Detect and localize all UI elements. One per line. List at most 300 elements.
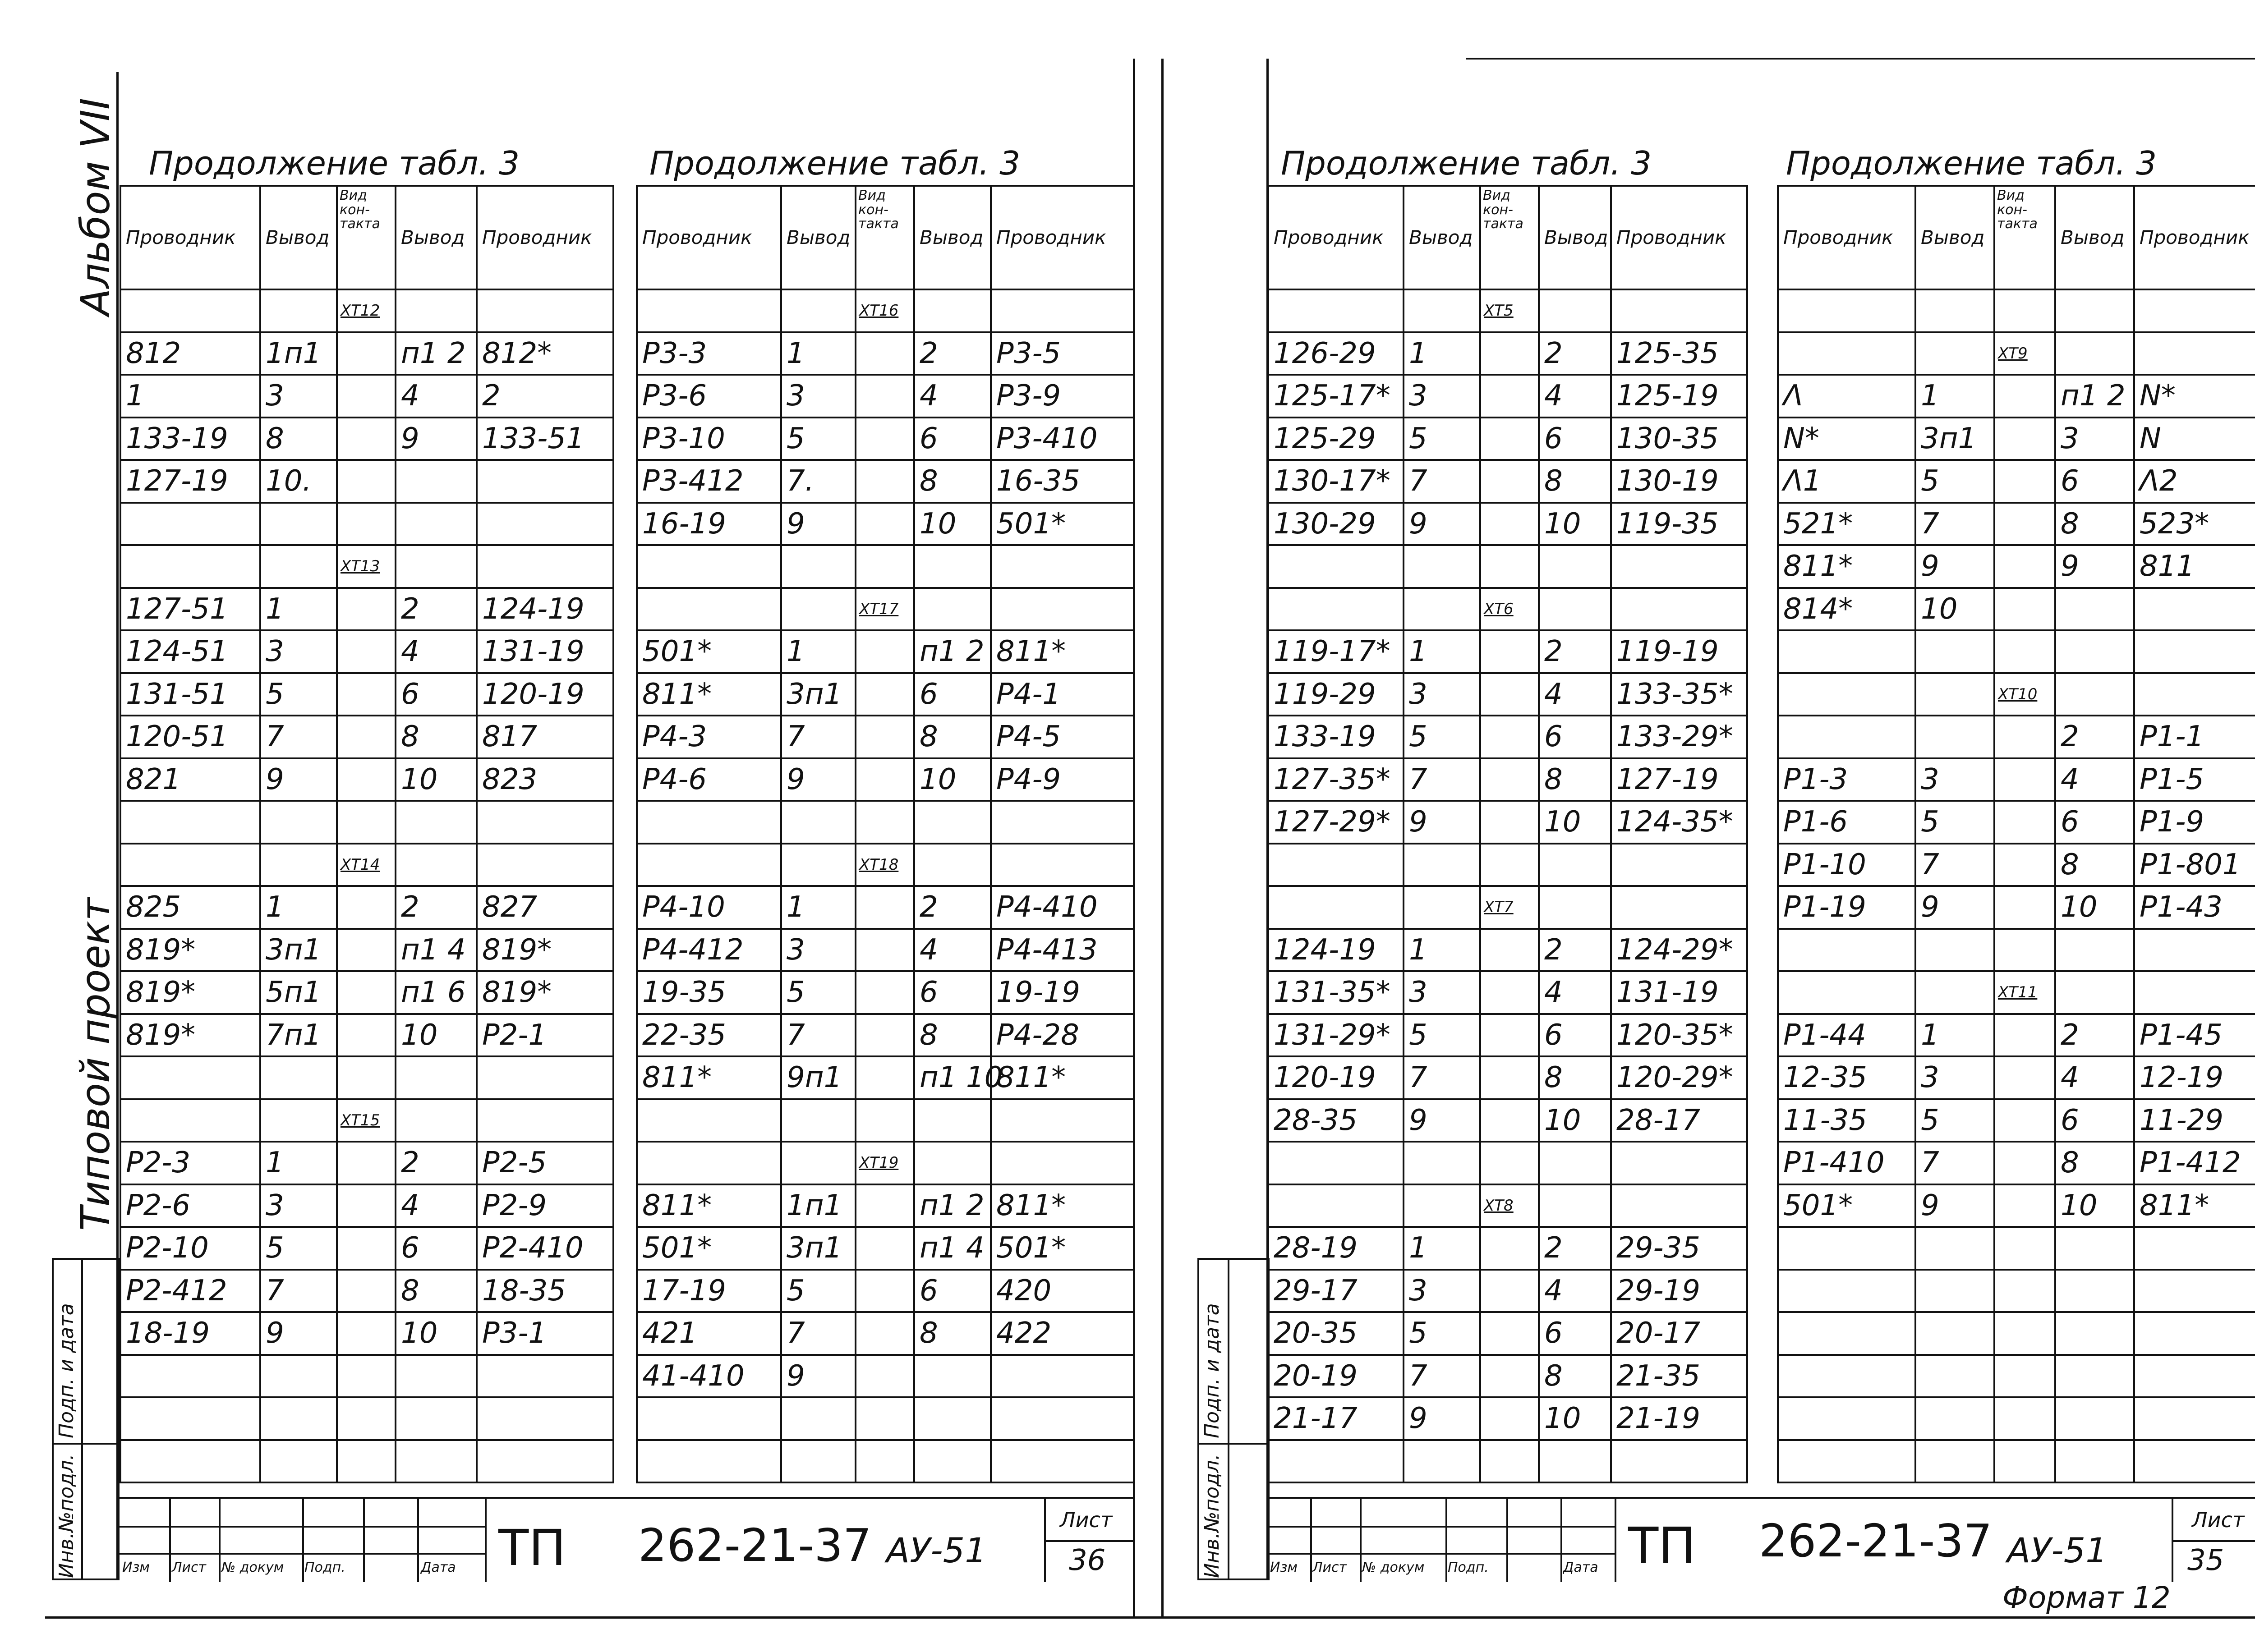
table-cell: Р4-28	[991, 1014, 1134, 1057]
table-cell: 9	[1404, 1397, 1480, 1440]
table-cell	[1268, 844, 1404, 886]
table-row	[1268, 418, 1747, 460]
table-row	[1268, 1099, 1747, 1142]
table-cell	[477, 1440, 613, 1483]
connector-cell	[856, 1270, 914, 1312]
connector-cell	[337, 929, 396, 972]
connector-cell: XT13	[337, 545, 396, 588]
table-cell	[2055, 971, 2134, 1014]
connector-cell	[337, 1227, 396, 1270]
connector-cell	[337, 886, 396, 929]
table-row	[1778, 588, 2255, 631]
column-header: Вид кон-такта	[856, 186, 914, 289]
table-cell: 119-29	[1268, 673, 1404, 716]
stamp-left-list: Лист	[172, 1560, 207, 1575]
connector-cell	[856, 1227, 914, 1270]
table-cell: 2	[396, 886, 477, 929]
connector-cell	[1994, 844, 2055, 886]
table-row	[1778, 971, 2255, 1014]
table-cell	[1539, 545, 1611, 588]
table-cell: 6	[2055, 460, 2134, 503]
table-row	[120, 1270, 613, 1312]
table-cell: 21-17	[1268, 1397, 1404, 1440]
table-cell: 823	[477, 758, 613, 801]
table-cell: Р2-10	[120, 1227, 260, 1270]
connector-cell	[337, 673, 396, 716]
table-cell: 501*	[637, 630, 781, 673]
connector-cell	[1480, 1397, 1539, 1440]
column-header: Вывод	[914, 186, 991, 289]
table-cell: 11-35	[1778, 1099, 1915, 1142]
stamp-right-sign: Подп.	[1448, 1560, 1489, 1575]
table-row	[1778, 1440, 2255, 1483]
table-cell: 3п1	[781, 673, 856, 716]
table-cell: 1п1	[781, 1184, 856, 1227]
table-cell: 119-17*	[1268, 630, 1404, 673]
table-row	[1778, 418, 2255, 460]
connector-cell	[337, 460, 396, 503]
column-header: Вывод	[2055, 186, 2134, 289]
connector-cell	[1480, 1440, 1539, 1483]
table-row	[1778, 1142, 2255, 1184]
table-cell	[477, 1397, 613, 1440]
table-cell: 124-29*	[1611, 929, 1747, 972]
connector-cell	[1994, 758, 2055, 801]
table-cell: 2	[1539, 929, 1611, 972]
table-row	[1778, 673, 2255, 716]
table-cell: 4	[2055, 1056, 2134, 1099]
table-cell: Р1-801	[2134, 844, 2255, 886]
table-cell: Р2-3	[120, 1142, 260, 1184]
connection-table-2	[636, 185, 1135, 1483]
connector-cell	[856, 332, 914, 375]
table-row	[637, 289, 1134, 332]
table-cell	[477, 503, 613, 546]
table-row	[120, 844, 613, 886]
table-cell	[1539, 1142, 1611, 1184]
table-cell	[781, 545, 856, 588]
table-cell: 126-29	[1268, 332, 1404, 375]
table-cell	[914, 1099, 991, 1142]
table-cell: 811	[2134, 545, 2255, 588]
table-cell: 1	[260, 1142, 337, 1184]
connector-cell: XT11	[1994, 971, 2055, 1014]
table-cell	[991, 1440, 1134, 1483]
table-header-row	[1268, 186, 1747, 289]
table-cell: 1	[1915, 375, 1994, 418]
connector-cell	[1994, 1142, 2055, 1184]
table-cell: 812	[120, 332, 260, 375]
table-cell	[914, 588, 991, 631]
table-cell	[1915, 971, 1994, 1014]
table-cell: 819*	[477, 971, 613, 1014]
table-cell: 131-35*	[1268, 971, 1404, 1014]
table-cell: 3	[781, 375, 856, 418]
table-cell: п1 2	[914, 630, 991, 673]
table-cell	[260, 1099, 337, 1142]
connector-cell	[1480, 1056, 1539, 1099]
connector-cell	[1480, 332, 1539, 375]
table-cell: 28-35	[1268, 1099, 1404, 1142]
table-cell: 12-19	[2134, 1056, 2255, 1099]
connector-cell	[1994, 460, 2055, 503]
table-cell: Р4-5	[991, 716, 1134, 758]
table-cell: 125-35	[1611, 332, 1747, 375]
table-cell: 130-17*	[1268, 460, 1404, 503]
table-cell: 421	[637, 1312, 781, 1355]
table-cell	[2134, 929, 2255, 972]
table-cell: 7	[1915, 844, 1994, 886]
table-cell: 8	[1539, 460, 1611, 503]
table-cell	[1404, 1440, 1480, 1483]
table-cell	[1611, 1440, 1747, 1483]
table-cell: 827	[477, 886, 613, 929]
table-cell	[781, 1440, 856, 1483]
table-cell	[781, 588, 856, 631]
connector-cell	[856, 1397, 914, 1440]
table-cell: Р1-6	[1778, 801, 1915, 844]
table-cell: Р1-412	[2134, 1142, 2255, 1184]
table-cell	[1611, 1184, 1747, 1227]
connector-cell	[856, 1099, 914, 1142]
table-cell: 6	[1539, 716, 1611, 758]
connector-cell	[856, 886, 914, 929]
table-cell: 4	[396, 1184, 477, 1227]
table-cell: 814*	[1778, 588, 1915, 631]
connector-cell	[1480, 1270, 1539, 1312]
table-row	[637, 418, 1134, 460]
connector-cell	[1994, 929, 2055, 972]
connector-cell	[1994, 886, 2055, 929]
table-cell	[1778, 929, 1915, 972]
table-cell	[1915, 289, 1994, 332]
table-cell	[991, 801, 1134, 844]
connector-cell: XT6	[1480, 588, 1539, 631]
table-cell	[396, 545, 477, 588]
connector-cell: XT14	[337, 844, 396, 886]
connector-cell: XT5	[1480, 289, 1539, 332]
column-header: Проводник	[2134, 186, 2255, 289]
connector-cell	[1994, 1397, 2055, 1440]
table-cell: 6	[1539, 1312, 1611, 1355]
connector-cell	[337, 503, 396, 546]
table-cell	[120, 289, 260, 332]
left-sign-label: Подп. и дата	[55, 1303, 78, 1438]
table-row	[120, 758, 613, 801]
table-cell: 9	[260, 758, 337, 801]
table-cell: 9	[1915, 886, 1994, 929]
table-cell	[477, 1355, 613, 1398]
connector-cell	[1994, 503, 2055, 546]
table-row	[1778, 460, 2255, 503]
table-cell: 16-19	[637, 503, 781, 546]
table-row	[120, 801, 613, 844]
table-cell	[477, 545, 613, 588]
table-cell	[1778, 332, 1915, 375]
table-row	[637, 1184, 1134, 1227]
stamp-left-sheet-no: 36	[1069, 1544, 1106, 1577]
connector-cell: XT18	[856, 844, 914, 886]
table-row	[637, 460, 1134, 503]
table-cell: 8	[2055, 1142, 2134, 1184]
table-cell: 10.	[260, 460, 337, 503]
table-cell: 5	[781, 971, 856, 1014]
column-header: Вывод	[260, 186, 337, 289]
table-cell	[477, 460, 613, 503]
table-cell	[914, 801, 991, 844]
table-row	[1778, 332, 2255, 375]
table-row	[1268, 758, 1747, 801]
table-cell	[991, 1099, 1134, 1142]
table-cell: 3п1	[781, 1227, 856, 1270]
connector-cell	[856, 758, 914, 801]
table-row	[637, 673, 1134, 716]
table-cell	[2134, 971, 2255, 1014]
table-row	[1778, 503, 2255, 546]
table-row	[1268, 289, 1747, 332]
table-cell	[260, 1397, 337, 1440]
table-cell	[2055, 929, 2134, 972]
table-row	[1778, 801, 2255, 844]
title-block-left	[120, 1497, 1133, 1580]
table-cell: 10	[396, 1312, 477, 1355]
table-cell	[2055, 1270, 2134, 1312]
connector-cell	[1994, 1440, 2055, 1483]
table-cell: Λ1	[1778, 460, 1915, 503]
table-cell: 811*	[2134, 1184, 2255, 1227]
table-cell: 501*	[991, 503, 1134, 546]
table-row	[120, 1184, 613, 1227]
table-cell: 7	[1915, 1142, 1994, 1184]
table-cell: Р1-410	[1778, 1142, 1915, 1184]
table-cell: Р1-19	[1778, 886, 1915, 929]
connector-cell	[337, 1355, 396, 1398]
connector-cell	[1994, 630, 2055, 673]
table-cell: 4	[1539, 375, 1611, 418]
table-row	[637, 1397, 1134, 1440]
table-row	[637, 844, 1134, 886]
column-header: Проводник	[120, 186, 260, 289]
table-cell: 3	[1404, 673, 1480, 716]
table-row	[637, 503, 1134, 546]
table-cell: п1 4	[396, 929, 477, 972]
table-cell: п1 2	[396, 332, 477, 375]
table-cell	[637, 289, 781, 332]
table-cell: 28-19	[1268, 1227, 1404, 1270]
column-header: Проводник	[637, 186, 781, 289]
table-cell: 6	[2055, 1099, 2134, 1142]
table-cell: 22-35	[637, 1014, 781, 1057]
table-cell: 7	[1404, 1056, 1480, 1099]
table-cell	[991, 289, 1134, 332]
table-cell: Р3-410	[991, 418, 1134, 460]
table-cell: 130-19	[1611, 460, 1747, 503]
table-cell	[120, 1440, 260, 1483]
table-row	[637, 332, 1134, 375]
table-row	[1268, 503, 1747, 546]
table-cell: п1 2	[2055, 375, 2134, 418]
table-cell	[396, 1355, 477, 1398]
table-cell: 133-19	[120, 418, 260, 460]
table-3-title: Продолжение табл. 3	[1281, 144, 1652, 182]
format-label: Формат 12	[2002, 1580, 2171, 1615]
table-cell	[120, 1355, 260, 1398]
table-row	[120, 1227, 613, 1270]
connector-cell	[1480, 630, 1539, 673]
table-cell	[1915, 1312, 1994, 1355]
table-cell: 2	[396, 1142, 477, 1184]
table-cell: 2	[1539, 332, 1611, 375]
table-cell: 10	[2055, 1184, 2134, 1227]
table-cell: 3	[1404, 971, 1480, 1014]
table-row	[1778, 1184, 2255, 1227]
table-cell	[914, 1397, 991, 1440]
table-row	[120, 1014, 613, 1057]
table-cell: 10	[914, 758, 991, 801]
stamp-right-date: Дата	[1563, 1560, 1598, 1575]
table-row	[637, 630, 1134, 673]
table-cell	[637, 844, 781, 886]
table-cell: 6	[914, 971, 991, 1014]
connector-cell	[1994, 1227, 2055, 1270]
table-cell	[1778, 1312, 1915, 1355]
table-cell	[991, 1142, 1134, 1184]
table-row	[1268, 929, 1747, 972]
table-row	[1778, 1014, 2255, 1057]
table-cell	[637, 801, 781, 844]
connector-cell	[1480, 503, 1539, 546]
connector-cell	[1994, 1014, 2055, 1057]
table-cell	[1539, 1440, 1611, 1483]
connector-cell	[856, 375, 914, 418]
connector-cell	[1480, 1142, 1539, 1184]
table-cell	[1404, 588, 1480, 631]
table-cell	[1404, 1142, 1480, 1184]
table-row	[1778, 1099, 2255, 1142]
table-cell: Р1-10	[1778, 844, 1915, 886]
table-cell: 4	[1539, 673, 1611, 716]
table-row	[637, 1227, 1134, 1270]
table-cell	[2055, 673, 2134, 716]
table-row	[1268, 332, 1747, 375]
table-cell	[914, 1355, 991, 1398]
connector-cell	[1480, 758, 1539, 801]
table-row	[637, 1440, 1134, 1483]
connection-table-3	[1267, 185, 1748, 1483]
table-cell: Р3-5	[991, 332, 1134, 375]
table-cell: 7	[1404, 460, 1480, 503]
table-cell	[1778, 673, 1915, 716]
table-cell: 4	[1539, 971, 1611, 1014]
table-row	[120, 1099, 613, 1142]
table-cell	[396, 844, 477, 886]
table-cell: 41-410	[637, 1355, 781, 1398]
table-cell: N*	[1778, 418, 1915, 460]
table-cell	[260, 1440, 337, 1483]
table-cell: 127-29*	[1268, 801, 1404, 844]
table-cell	[1611, 1142, 1747, 1184]
table-cell	[2134, 1397, 2255, 1440]
table-cell: Р1-43	[2134, 886, 2255, 929]
table-cell: Р4-410	[991, 886, 1134, 929]
table-cell	[2134, 1270, 2255, 1312]
table-cell	[1268, 1184, 1404, 1227]
table-row	[120, 1142, 613, 1184]
table-cell: 127-51	[120, 588, 260, 631]
table-cell: 422	[991, 1312, 1134, 1355]
table-cell: 120-51	[120, 716, 260, 758]
table-cell	[914, 1142, 991, 1184]
table-cell: 3	[2055, 418, 2134, 460]
table-cell: 12-35	[1778, 1056, 1915, 1099]
album-label: Альбом VII	[72, 98, 119, 316]
table-cell: 5	[1404, 716, 1480, 758]
connector-cell: XT8	[1480, 1184, 1539, 1227]
connector-cell	[856, 1312, 914, 1355]
table-row	[637, 758, 1134, 801]
table-cell: 11-29	[2134, 1099, 2255, 1142]
table-cell: 19-19	[991, 971, 1134, 1014]
connector-cell	[337, 375, 396, 418]
table-cell: Р3-9	[991, 375, 1134, 418]
connector-cell	[1480, 673, 1539, 716]
table-cell	[120, 801, 260, 844]
table-cell	[781, 1099, 856, 1142]
table-row	[120, 588, 613, 631]
table-cell	[1611, 545, 1747, 588]
table-cell: 3	[781, 929, 856, 972]
stamp-right-izm: Изм	[1270, 1560, 1298, 1575]
table-cell: 7	[1404, 758, 1480, 801]
table-cell: 9	[1915, 545, 1994, 588]
table-cell: Р4-1	[991, 673, 1134, 716]
table-cell	[260, 801, 337, 844]
right-signoff-split	[1197, 1443, 1270, 1445]
table-cell: 17-19	[637, 1270, 781, 1312]
connector-cell: XT19	[856, 1142, 914, 1184]
table-cell: 18-19	[120, 1312, 260, 1355]
stamp-left-sheet-label: Лист	[1060, 1508, 1113, 1532]
table-cell: 133-19	[1268, 716, 1404, 758]
table-cell: 120-19	[477, 673, 613, 716]
table-cell: 7	[260, 1270, 337, 1312]
table-cell: Р3-412	[637, 460, 781, 503]
table-row	[1268, 801, 1747, 844]
connector-cell	[1480, 418, 1539, 460]
table-cell: 420	[991, 1270, 1134, 1312]
table-cell: 811*	[991, 630, 1134, 673]
table-row	[637, 1355, 1134, 1398]
table-cell	[781, 1397, 856, 1440]
table-cell: 7.	[781, 460, 856, 503]
table-cell	[396, 801, 477, 844]
table-cell: 1	[1915, 1014, 1994, 1057]
table-cell: 6	[396, 673, 477, 716]
table-cell: 812*	[477, 332, 613, 375]
table-cell	[1915, 1440, 1994, 1483]
table-row	[637, 1056, 1134, 1099]
table-row	[637, 1270, 1134, 1312]
table-cell: Р2-410	[477, 1227, 613, 1270]
connector-cell	[1994, 418, 2055, 460]
connector-cell	[1994, 1099, 2055, 1142]
table-cell: Р2-6	[120, 1184, 260, 1227]
left-signoff-split	[52, 1443, 120, 1445]
table-cell: 124-35*	[1611, 801, 1747, 844]
table-cell: 8	[914, 1312, 991, 1355]
table-cell	[396, 1099, 477, 1142]
table-cell: 10	[396, 758, 477, 801]
